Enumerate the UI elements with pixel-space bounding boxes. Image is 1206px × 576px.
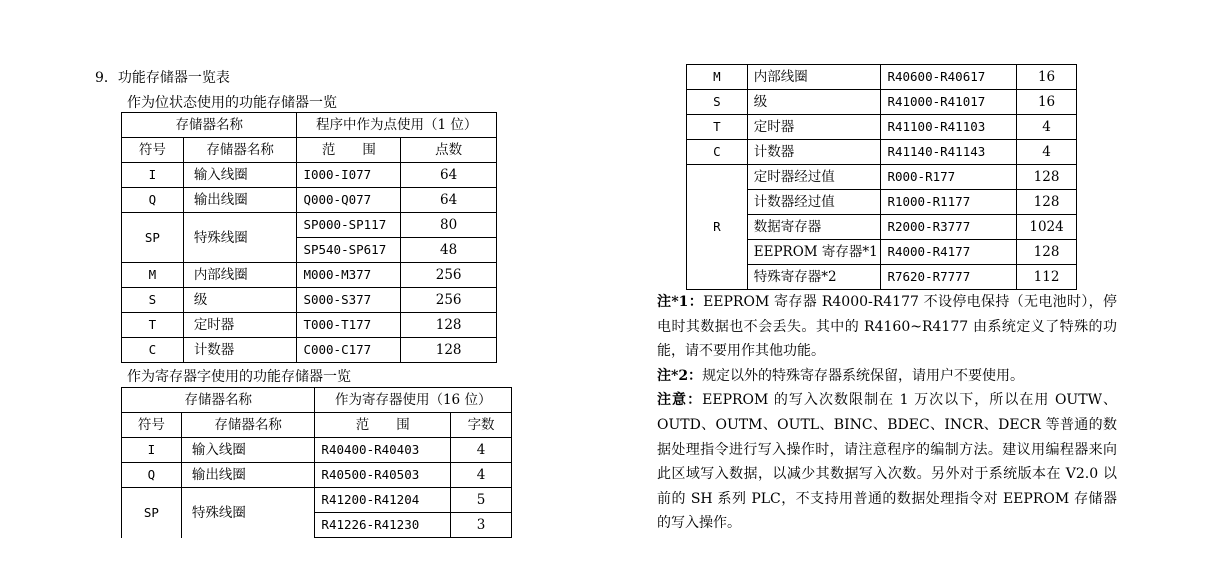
cell-symbol: C	[687, 140, 748, 165]
bit-table-caption: 作为位状态使用的功能存储器一览	[127, 95, 337, 111]
cell-symbol: S	[687, 90, 748, 115]
cell-range: R1000-R1177	[881, 190, 1017, 215]
cell-name: 定时器	[183, 313, 297, 338]
header-usage-group: 程序中作为点使用（1 位）	[297, 113, 497, 138]
cell-name: 内部线圈	[183, 263, 297, 288]
cell-range: R000-R177	[881, 165, 1017, 190]
cell-name: 特殊寄存器*2	[747, 265, 881, 290]
note-2	[657, 364, 1117, 389]
cell-name: 定时器经过值	[747, 165, 881, 190]
cell-count: 16	[1017, 65, 1077, 90]
cell-count: 4	[1017, 115, 1077, 140]
note-label: 注*2：	[657, 367, 703, 384]
header-usage-group: 作为寄存器使用（16 位）	[315, 388, 512, 413]
cell-count: 4	[451, 438, 512, 463]
cell-symbol: T	[122, 313, 184, 338]
cell-range: M000-M377	[297, 263, 401, 288]
table-row	[122, 188, 497, 213]
cell-range: R7620-R7777	[881, 265, 1017, 290]
table-row	[687, 140, 1077, 165]
cell-range: T000-T177	[297, 313, 401, 338]
cell-count: 48	[401, 238, 497, 263]
cell-name: 级	[183, 288, 297, 313]
table-row	[122, 338, 497, 363]
note-text: EEPROM 寄存器 R4000-R4177 不设停电保持（无电池时），停电时其数据也不会丢失。其中的 R4160~R4177 由系统定义了特殊的功能，请不要用作其他功能。	[657, 294, 1117, 360]
cell-name: 级	[747, 90, 881, 115]
cell-range: SP540-SP617	[297, 238, 401, 263]
cell-name: 计数器经过值	[747, 190, 881, 215]
cell-name: 特殊线圈	[181, 488, 315, 538]
cell-range: R41200-R41204	[315, 488, 451, 513]
cell-count: 256	[401, 263, 497, 288]
header-name-group: 存储器名称	[122, 113, 297, 138]
cell-name: 输出线圈	[181, 463, 315, 488]
cell-symbol: Q	[122, 463, 182, 488]
cell-symbol: C	[122, 338, 184, 363]
cell-count: 128	[401, 313, 497, 338]
cell-name: 输入线圈	[183, 163, 297, 188]
cell-range: S000-S377	[297, 288, 401, 313]
note-1	[657, 290, 1117, 364]
cell-range: R4000-R4177	[881, 240, 1017, 265]
note-label: 注*1：	[657, 294, 704, 310]
cell-name: EEPROM 寄存器*1	[747, 240, 881, 265]
cell-count: 128	[1017, 240, 1077, 265]
cell-symbol: SP	[122, 488, 182, 538]
header-count: 点数	[401, 138, 497, 163]
cell-range: SP000-SP117	[297, 213, 401, 238]
cell-symbol: I	[122, 438, 182, 463]
note-text: 规定以外的特殊寄存器系统保留，请用户不要使用。	[702, 367, 1025, 384]
table-row	[122, 488, 512, 513]
header-name: 存储器名称	[183, 138, 297, 163]
table-row	[122, 438, 512, 463]
cell-name: 定时器	[747, 115, 881, 140]
cell-range: R40500-R40503	[315, 463, 451, 488]
word-memory-table-continued	[686, 64, 1077, 290]
cell-name: 输出线圈	[183, 188, 297, 213]
cell-range: R40600-R40617	[881, 65, 1017, 90]
word-memory-table	[121, 387, 512, 538]
cell-count: 4	[451, 463, 512, 488]
header-name: 存储器名称	[181, 413, 315, 438]
table-row	[687, 115, 1077, 140]
cell-count: 5	[451, 488, 512, 513]
note-caution	[657, 388, 1117, 536]
cell-name: 计数器	[183, 338, 297, 363]
cell-range: R41140-R41143	[881, 140, 1017, 165]
cell-symbol: R	[687, 165, 748, 290]
cell-count: 3	[451, 513, 512, 538]
cell-count: 128	[1017, 165, 1077, 190]
word-table-caption: 作为寄存器字使用的功能存储器一览	[127, 369, 351, 385]
cell-range: I000-I077	[297, 163, 401, 188]
cell-symbol: M	[122, 263, 184, 288]
cell-count: 256	[401, 288, 497, 313]
cell-symbol: S	[122, 288, 184, 313]
cell-range: Q000-Q077	[297, 188, 401, 213]
section-title: 9．功能存储器一览表	[95, 70, 230, 86]
cell-range: R41100-R41103	[881, 115, 1017, 140]
header-symbol: 符号	[122, 138, 184, 163]
cell-count: 112	[1017, 265, 1077, 290]
cell-count: 64	[401, 163, 497, 188]
notes-block	[657, 290, 1117, 536]
cell-name: 数据寄存器	[747, 215, 881, 240]
header-range: 范 围	[297, 138, 401, 163]
header-range: 范 围	[315, 413, 451, 438]
cell-range: R41226-R41230	[315, 513, 451, 538]
cell-symbol: T	[687, 115, 748, 140]
cell-count: 80	[401, 213, 497, 238]
cell-count: 128	[1017, 190, 1077, 215]
table-row	[122, 288, 497, 313]
cell-name: 特殊线圈	[183, 213, 297, 263]
bit-memory-table	[121, 112, 497, 363]
cell-count: 64	[401, 188, 497, 213]
cell-range: C000-C177	[297, 338, 401, 363]
cell-count: 1024	[1017, 215, 1077, 240]
cell-count: 128	[401, 338, 497, 363]
table-row	[122, 463, 512, 488]
cell-symbol: M	[687, 65, 748, 90]
cell-range: R40400-R40403	[315, 438, 451, 463]
cell-name: 输入线圈	[181, 438, 315, 463]
table-row	[687, 65, 1077, 90]
cell-symbol: I	[122, 163, 184, 188]
cell-range: R2000-R3777	[881, 215, 1017, 240]
header-count: 字数	[451, 413, 512, 438]
table-row	[122, 263, 497, 288]
table-row	[122, 163, 497, 188]
table-row	[122, 313, 497, 338]
header-symbol: 符号	[122, 413, 182, 438]
cell-name: 内部线圈	[747, 65, 881, 90]
table-row	[122, 213, 497, 238]
note-text: EEPROM 的写入次数限制在 1 万次以下，所以在用 OUTW、OUTD、OUTM、OUTL、BINC、BDEC、INCR、DECR 等普通的数据处理指令进行写入操作时，请注意程序的编制方法。建议用编程器来向此区域写入数据，以减少其数据写入次数。另外对于系统版本在 V2.0 以前的 SH 系列 PLC，不支持用普通的数据处理指令对 EEPROM 存储器的写入操作。	[657, 392, 1117, 532]
cell-symbol: SP	[122, 213, 184, 263]
table-row	[687, 90, 1077, 115]
table-row	[687, 165, 1077, 190]
cell-count: 16	[1017, 90, 1077, 115]
cell-name: 计数器	[747, 140, 881, 165]
note-label: 注意：	[657, 392, 703, 409]
cell-count: 4	[1017, 140, 1077, 165]
cell-symbol: Q	[122, 188, 184, 213]
header-name-group: 存储器名称	[122, 388, 315, 413]
cell-range: R41000-R41017	[881, 90, 1017, 115]
